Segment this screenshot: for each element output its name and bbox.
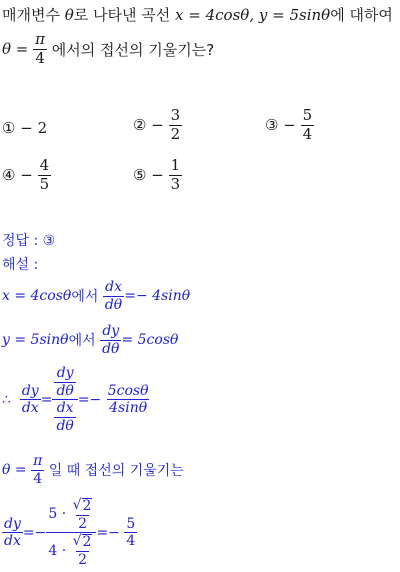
step5-sign: =− (22, 524, 47, 541)
top-root-fraction (71, 498, 95, 531)
top-coefficient: 5 · (48, 506, 67, 523)
step5-compound-fraction (46, 498, 96, 568)
sqrt-symbol: √ (72, 497, 82, 513)
choice-mark: ④ (2, 166, 16, 185)
choice-mark: ① (2, 119, 16, 137)
question-equation-x: x = 4cosθ, (175, 5, 255, 24)
solution-step-1 (2, 280, 190, 312)
solution-step-3 (2, 366, 151, 434)
bottom-coefficient: 4 · (48, 542, 67, 559)
fraction-numerator: 5 (126, 515, 136, 532)
step3-equals: = (40, 391, 53, 408)
fraction-denominator: 4 (126, 533, 136, 550)
compound-denominator (52, 399, 77, 433)
choice-3[interactable] (265, 108, 314, 143)
sqrt-symbol: √ (72, 533, 82, 550)
compound-numerator (46, 498, 96, 532)
fraction-denominator: dθ (102, 340, 120, 357)
choice-fraction (38, 158, 52, 193)
fraction-numerator: 1 (170, 156, 181, 174)
fraction-denominator: 2 (78, 515, 87, 532)
question-text-ending: 에서의 접선의 기울기는? (51, 40, 215, 59)
inner-fraction-bottom (54, 401, 75, 433)
fraction-numerator: π (33, 453, 43, 469)
step1-equation: x = 4cosθ (2, 288, 72, 305)
fraction-numerator: dx (56, 400, 74, 417)
step1-word: 에서 (71, 289, 99, 306)
question-theta: θ (64, 5, 74, 24)
fraction-numerator: 4 (39, 156, 50, 174)
fraction-numerator: dy (4, 515, 21, 532)
fraction-denominator: 2 (78, 552, 87, 569)
choice-sign: − (283, 116, 296, 135)
question-line-1 (2, 4, 393, 25)
choice-sign: − (151, 166, 164, 185)
fraction-denominator: 3 (170, 174, 181, 193)
question-text-suffix: 에 대하여 (330, 6, 393, 24)
choice-sign: − (20, 166, 33, 185)
step3-dydx (20, 384, 41, 416)
solution-label: 해설 : (2, 257, 39, 273)
fraction-numerator: dx (105, 279, 122, 295)
step2-result: = 5cosθ (121, 332, 179, 349)
question-equation-y: y = 5sinθ (258, 5, 331, 24)
solution-step-5 (2, 498, 137, 568)
fraction-numerator: π (35, 30, 46, 48)
compound-numerator (52, 366, 77, 399)
step2-equation: y = 5sinθ (2, 332, 69, 349)
step1-derivative (103, 280, 124, 312)
fraction-numerator: dy (21, 382, 39, 399)
choice-value: 2 (37, 119, 48, 137)
choice-1[interactable] (2, 119, 47, 137)
question-text-mid: 로 나타낸 곡선 (73, 6, 171, 24)
step5-dydx (2, 517, 23, 549)
fraction-denominator: 4 (35, 48, 45, 67)
choice-mark: ③ (265, 116, 279, 135)
step4-theta-eq: θ = (2, 462, 27, 479)
choice-mark: ⑤ (133, 166, 147, 185)
step2-word: 에서 (68, 333, 96, 350)
choice-sign: − (151, 116, 164, 135)
solution-step-4 (2, 454, 184, 486)
choice-5[interactable] (133, 158, 182, 193)
fraction-numerator: dy (102, 323, 120, 339)
compound-denominator (46, 532, 96, 567)
choice-fraction (301, 108, 315, 143)
choice-mark: ② (133, 116, 147, 135)
fraction-numerator: 5 (302, 106, 313, 124)
choice-fraction (169, 108, 183, 143)
bottom-root-fraction (71, 534, 95, 567)
solution-step-2 (2, 324, 178, 356)
fraction-numerator: 3 (170, 106, 181, 124)
step5-result (124, 517, 137, 549)
step4-fraction (31, 454, 44, 486)
step3-compound-fraction (52, 366, 77, 434)
question-fraction (33, 32, 47, 67)
answer-label: 정답 : ③ (2, 233, 56, 249)
step2-derivative (100, 324, 121, 356)
step3-result (106, 384, 151, 416)
choice-4[interactable] (2, 158, 51, 193)
inner-fraction-top (54, 366, 75, 398)
choice-sign: − (20, 119, 33, 137)
fraction-denominator: dθ (56, 418, 74, 435)
step1-result: =− 4sinθ (124, 288, 191, 305)
fraction-numerator: dy (56, 365, 74, 381)
radicand: 2 (82, 498, 92, 514)
fraction-denominator: 4sinθ (109, 400, 148, 417)
choice-2[interactable] (133, 108, 182, 143)
fraction-denominator: 4 (302, 124, 313, 143)
fraction-numerator: 5cosθ (107, 382, 149, 399)
sqrt-expression (71, 534, 95, 551)
question-text-prefix: 매개변수 (2, 6, 60, 24)
sqrt-expression (71, 498, 95, 515)
step4-text: 일 때 접선의 기울기는 (48, 463, 184, 480)
fraction-denominator: 5 (39, 174, 50, 193)
fraction-denominator: dx (4, 533, 21, 550)
question-theta-eq: θ = (2, 40, 29, 59)
fraction-denominator: 4 (33, 470, 43, 487)
step5-rhs-sign: =− (96, 524, 120, 541)
fraction-denominator: dx (21, 400, 39, 417)
question-line-2 (2, 32, 214, 67)
fraction-denominator: dθ (104, 296, 123, 313)
step3-rhs-sign: =− (77, 391, 102, 408)
radicand: 2 (82, 534, 92, 551)
fraction-denominator: dθ (56, 382, 74, 399)
choice-fraction (169, 158, 183, 193)
therefore-symbol: ∴ (2, 391, 11, 408)
fraction-denominator: 2 (170, 124, 181, 143)
